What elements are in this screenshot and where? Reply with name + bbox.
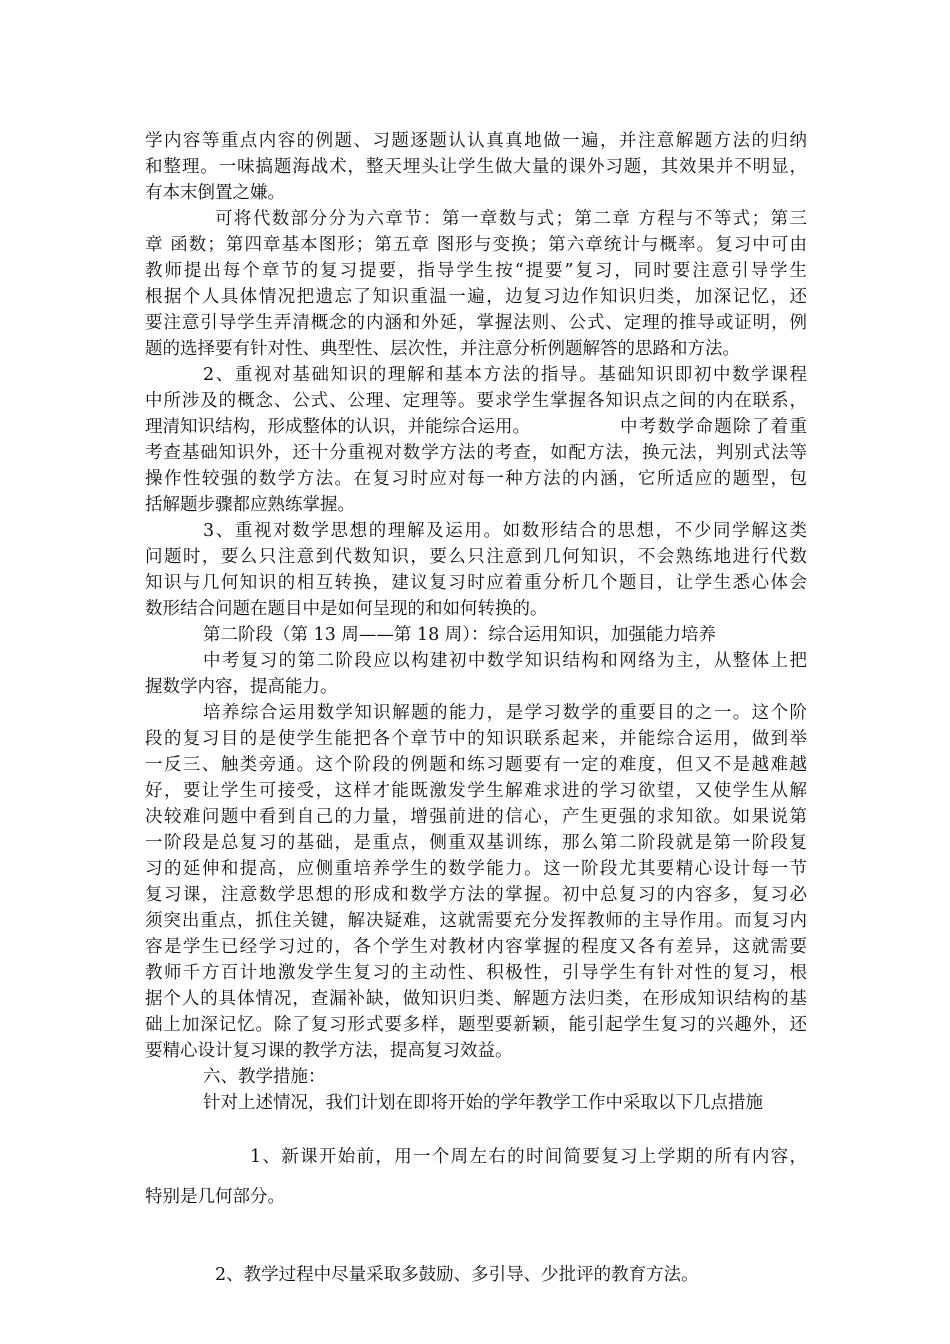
- text-line: 中考复习的第二阶段应以构建初中数学知识结构和网络为主，从整体上把: [203, 651, 807, 671]
- text-line: 括解题步骤都应熟练掌握。: [145, 495, 355, 515]
- text-line: 可将代数部分分为六章节：第一章数与式；第二章 方程与不等式；第三: [215, 209, 807, 229]
- list-item: 1、新课开始前，用一个周左右的时间简要复习上学期的所有内容，: [250, 1147, 807, 1167]
- text-line: 一阶段是总复习的基础，是重点，侧重双基训练，那么第二阶段就是第一阶段复: [145, 833, 807, 853]
- text-line: 据个人的具体情况，查漏补缺，做知识归类、解题方法归类，在形成知识结构的基: [145, 989, 807, 1009]
- text-line: 2、重视对基础知识的理解和基本方法的指导。基础知识即初中数学课程: [203, 365, 807, 385]
- text-line: 须突出重点，抓住关键，解决疑难，这就需要充分发挥教师的主导作用。而复习内: [145, 911, 807, 931]
- text-line: 特别是几何部分。: [145, 1187, 285, 1207]
- text-line: 教师千方百计地激发学生复习的主动性、积极性，引导学生有针对性的复习，根: [145, 963, 807, 983]
- text-line: 有本末倒置之嫌。: [145, 183, 285, 203]
- text-line: 教师提出每个章节的复习提要，指导学生按“提要”复习，同时要注意引导学生: [145, 261, 807, 281]
- text-line: 习的延伸和提高，应侧重培养学生的数学能力。这一阶段尤其要精心设计每一节: [145, 859, 807, 879]
- text-line: 要精心设计复习课的教学方法，提高复习效益。: [145, 1041, 513, 1061]
- text-line: 知识与几何知识的相互转换，建议复习时应着重分析几个题目，让学生悉心体会: [145, 573, 807, 593]
- text-line: 考查基础知识外，还十分重视对数学方法的考查，如配方法，换元法，判别式法等: [145, 443, 807, 463]
- text-line: 数形结合问题在题目中是如何呈现的和如何转换的。: [145, 599, 548, 619]
- text-line: 要注意引导学生弄清概念的内涵和外延，掌握法则、公式、定理的推导或证明，例: [145, 313, 807, 333]
- section-heading: 六、教学措施：: [203, 1067, 326, 1087]
- text-line: 理清知识结构，形成整体的认识，并能综合运用。: [145, 417, 530, 437]
- text-line: 针对上述情况，我们计划在即将开始的学年教学工作中采取以下几点措施: [203, 1093, 763, 1113]
- text-line: 决较难问题中看到自己的力量，增强前进的信心，产生更强的求知欲。如果说第: [145, 807, 807, 827]
- text-line: 学内容等重点内容的例题、习题逐题认认真真地做一遍，并注意解题方法的归纳: [145, 131, 807, 151]
- text-line: 中考数学命题除了着重: [620, 417, 807, 437]
- text-line: 础上加深记忆。除了复习形式要多样，题型要新颖，能引起学生复习的兴趣外，还: [145, 1015, 807, 1035]
- text-line: 容是学生已经学习过的，各个学生对教材内容掌握的程度又各有差异，这就需要: [145, 937, 807, 957]
- text-line: 培养综合运用数学知识解题的能力，是学习数学的重要目的之一。这个阶: [203, 703, 807, 723]
- text-line: 章 函数；第四章基本图形；第五章 图形与变换；第六章统计与概率。复习中可由: [145, 235, 807, 255]
- text-line: 根据个人具体情况把遗忘了知识重温一遍，边复习边作知识归类，加深记忆，还: [145, 287, 807, 307]
- text-line: 好，要让学生可接受，这样才能既激发学生解难求进的学习欲望，又使学生从解: [145, 781, 807, 801]
- text-line: 问题时，要么只注意到代数知识，要么只注意到几何知识，不会熟练地进行代数: [145, 547, 807, 567]
- list-item: 2、教学过程中尽量采取多鼓励、多引导、少批评的教育方法。: [215, 1265, 699, 1285]
- text-line: 段的复习目的是使学生能把各个章节中的知识联系起来，并能综合运用，做到举: [145, 729, 807, 749]
- text-line: 一反三、触类旁通。这个阶段的例题和练习题要有一定的难度，但又不是越难越: [145, 755, 807, 775]
- text-line: 和整理。一味搞题海战术，整天埋头让学生做大量的课外习题，其效果并不明显，: [145, 157, 807, 177]
- text-line: 中所涉及的概念、公式、公理、定理等。要求学生掌握各知识点之间的内在联系，: [145, 391, 807, 411]
- section-heading: 第二阶段（第 13 周——第 18 周）：综合运用知识，加强能力培养: [203, 625, 717, 645]
- text-line: 题的选择要有针对性、典型性、层次性，并注意分析例题解答的思路和方法。: [145, 339, 740, 359]
- text-line: 握数学内容，提高能力。: [145, 677, 338, 697]
- text-line: 操作性较强的数学方法。在复习时应对每一种方法的内涵，它所适应的题型，包: [145, 469, 807, 489]
- text-line: 3、重视对数学思想的理解及运用。如数形结合的思想，不少同学解这类: [203, 521, 807, 541]
- text-line: 复习课，注意数学思想的形成和数学方法的掌握。初中总复习的内容多，复习必: [145, 885, 807, 905]
